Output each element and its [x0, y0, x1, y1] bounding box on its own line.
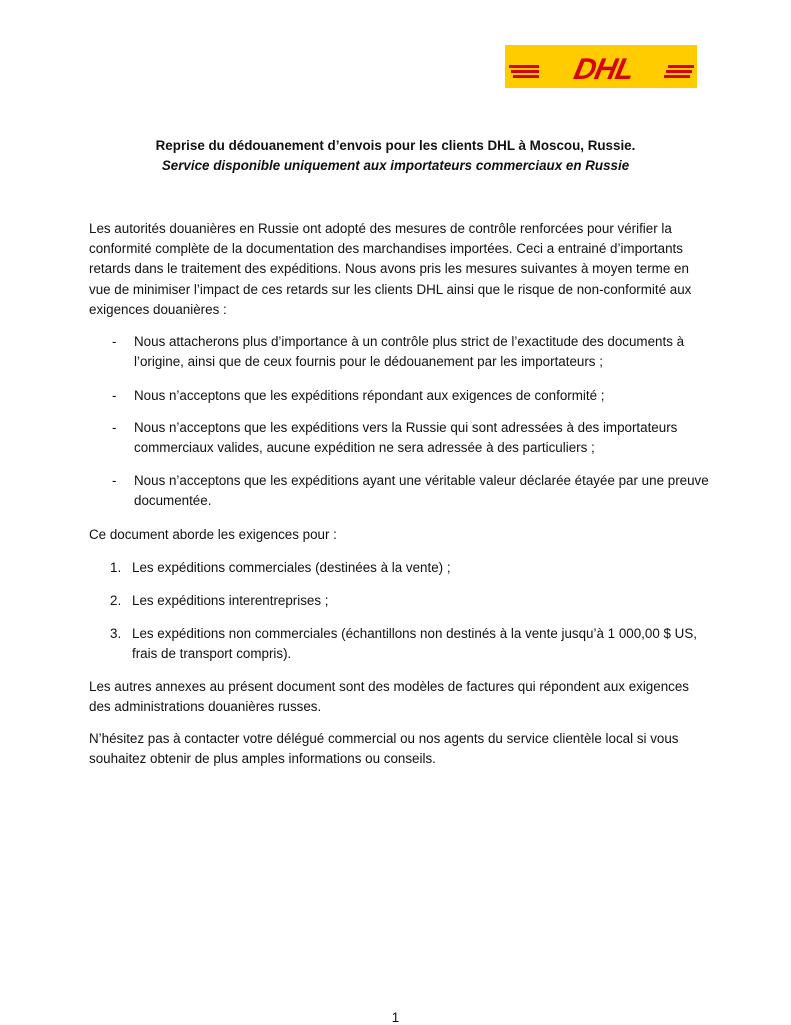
bullet-item	[89, 386, 709, 406]
bullet-item	[89, 471, 709, 511]
item-number: 3.	[110, 626, 122, 641]
page-number: 1	[391, 1010, 400, 1025]
item-text: Les expéditions non commerciales (échantillons non destinés à la vente jusqu’à 1 000,00 $ US, frais de transport compris).	[132, 626, 697, 662]
item-number: 2.	[110, 593, 122, 608]
requirements-intro: Ce document aborde les exigences pour :	[89, 527, 337, 542]
item-text: Les expéditions interentreprises ;	[132, 593, 329, 608]
bullet-item	[89, 418, 709, 458]
intro-paragraph: Les autorités douanières en Russie ont adopté des mesures de contrôle renforcées pour vérifier la conformité complète de la documentation des marchandises importées. Ceci a entrainé d’importants retards dans le traitement des expéditions. Nous avons pris les mesures suivantes à moyen terme en vue de minimiser l’impact de ces retards sur les clients DHL ainsi que le risque de non-conformité aux exigences douanières :	[89, 221, 692, 317]
dhl-logo	[505, 45, 697, 88]
annexes-paragraph: Les autres annexes au présent document sont des modèles de factures qui répondent aux exigences des administrations douanières russes.	[89, 679, 689, 715]
item-text: Les expéditions commerciales (destinées à la vente) ;	[132, 560, 451, 575]
bullet-marker: -	[112, 473, 117, 488]
bullet-text: Nous n’acceptons que les expéditions répondant aux exigences de conformité ;	[134, 388, 605, 403]
bullet-item	[89, 332, 709, 372]
page-title: Reprise du dédouanement d’envois pour les clients DHL à Moscou, Russie.	[155, 138, 636, 153]
numbered-item	[89, 558, 709, 578]
bullet-text: Nous n’acceptons que les expéditions ayant une véritable valeur déclarée étayée par une preuve documentée.	[134, 473, 709, 509]
page-subtitle: Service disponible uniquement aux importateurs commerciaux en Russie	[161, 158, 630, 173]
bullet-text: Nous attacherons plus d’importance à un contrôle plus strict de l’exactitude des documents à l’origine, ainsi que de ceux fournis pour le dédouanement par les importateurs ;	[134, 334, 685, 370]
svg-text:DHL: DHL	[570, 53, 637, 86]
item-number: 1.	[110, 560, 122, 575]
numbered-item	[89, 624, 709, 664]
bullet-marker: -	[112, 334, 117, 349]
bullet-text: Nous n’acceptons que les expéditions vers la Russie qui sont adressées à des importateurs commerciaux valides, aucune expédition ne sera adressée à des particuliers ;	[134, 420, 678, 456]
heading-block	[0, 136, 791, 176]
bullet-marker: -	[112, 420, 117, 435]
dhl-logo-graphic	[505, 45, 697, 88]
contact-paragraph: N’hésitez pas à contacter votre délégué commercial ou nos agents du service clientèle local si vous souhaitez obtenir de plus amples informations ou conseils.	[89, 731, 679, 767]
bullet-marker: -	[112, 388, 117, 403]
numbered-item	[89, 591, 709, 611]
